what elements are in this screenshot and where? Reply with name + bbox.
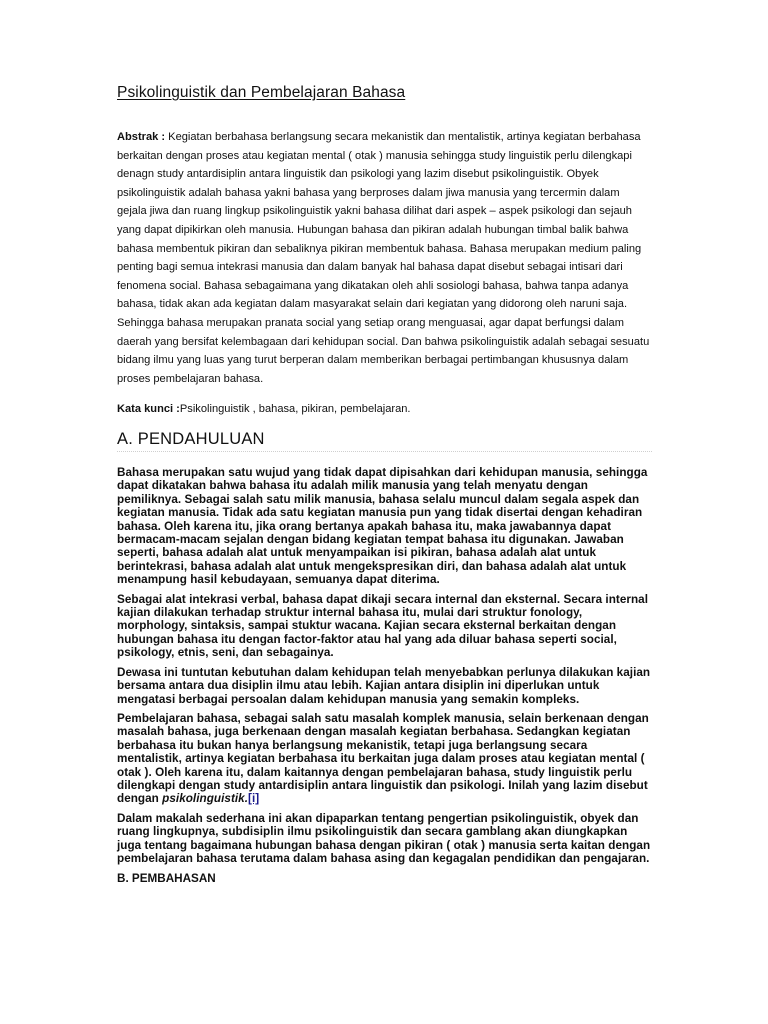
paragraph-4-text: Pembelajaran bahasa, sebagai salah satu masalah komplek manusia, selain berkenaan dengan masalah bahasa, juga berkenaan dengan masalah kegiatan berbahasa. Sedangkan kegiatan berbahasa itu bukan hanya berlangsung mekanistik, tetapi juga berlangsung secara mentalistik, artinya kegiatan berbahasa itu berkaitan juga dalam proses atau kegiatan mental ( otak ). Oleh karena itu, dalam kaitannya dengan pembelajaran bahasa, study linguistik perlu dilengkapi dengan study antardisiplin antara linguistik dan psikologi. Inilah yang lazim disebut dengan (117, 711, 649, 806)
section-heading-pendahuluan: A. PENDAHULUAN (117, 430, 652, 452)
document-content (117, 84, 652, 885)
keywords-label: Kata kunci : (117, 403, 180, 416)
abstract-label: Abstrak : (117, 131, 166, 143)
paragraph-1: Bahasa merupakan satu wujud yang tidak dapat dipisahkan dari kehidupan manusia, sehingga dapat dikatakan bahwa bahasa itu adalah milik manusia yang telah menyatu dengan pemiliknya. Sebagai salah satu milik manusia, bahasa selalu muncul dalam segala aspek dan kegiatan manusia. Tidak ada satu kegiatan manusia pun yang tidak disertai dengan kehadiran bahasa. Oleh karena itu, jika orang bertanya apakah bahasa itu, maka jawabannya dapat bermacam-macam sejalan dengan bidang kegiatan tempat bahasa itu digunakan. Jawaban seperti, bahasa adalah alat untuk menyampaikan isi pikiran, bahasa adalah alat untuk berintekrasi, bahasa adalah alat untuk mengekspresikan diri, dan bahasa adalah alat untuk menampung hasil kebudayaan, semuanya dapat diterima. (117, 466, 648, 587)
psikolinguistik-term: psikolinguistik. (162, 792, 249, 806)
footnote-link[interactable]: [i] (248, 792, 260, 806)
paragraph-5: Dalam makalah sederhana ini akan dipaparkan tentang pengertian psikolinguistik, obyek dan ruang lingkupnya, subdisiplin ilmu psikolinguistik dan secara gamblang akan diungkapkan juga tentang bagaimana hubungan bahasa dengan pikiran ( otak ) manusia serta kaitan dengan pembelajaran bahasa terutama dalam bahasa asing dan kegagalan pendidikan dan pengajaran. (117, 811, 651, 865)
abstract-text: Kegiatan berbahasa berlangsung secara mekanistik dan mentalistik, artinya kegiatan berbahasa berkaitan dengan proses atau kegiatan mental ( otak ) manusia sehingga study linguistik perlu dilengkapi denagn study antardisiplin antara linguistik dan psikologi yang lazim disebut psikolinguistik. Obyek psikolinguistik adalah bahasa yakni bahasa yang berproses dalam jiwa manusia yang tercermin dalam gejala jiwa dan ruang lingkup psikolinguistik yakni bahasa dilihat dari aspek – aspek psikologi dan sejauh yang dapat dipikirkan oleh manusia. Hubungan bahasa dan pikiran adalah hubungan timbal balik bahwa bahasa membentuk pikiran dan sebaliknya pikiran membentuk bahasa. Bahasa merupakan medium paling penting bagi semua intekrasi manusia dan dalam banyak hal bahasa dapat disebut sebagai intisari dari fenomena social. Bahasa sebagaimana yang dikatakan oleh ahli sosiologi bahasa, bahwa tanpa adanya bahasa, tidak akan ada kegiatan dalam masyarakat selain dari kegiatan yang didorong oleh naruni saja. Sehingga bahasa merupakan pranata social yang setiap orang menguasai, agar dapat berfungsi dalam daerah yang bersifat kelembagaan dari kehidupan social. Dan bahwa psikolinguistik adalah sebagai sesuatu bidang ilmu yang luas yang turut berperan dalam memberikan berbagai pertimbangan khususnya dalam proses pembelajaran bahasa. (117, 131, 650, 385)
paragraph-4 (117, 712, 652, 806)
section-heading-pembahasan: B. PEMBAHASAN (117, 872, 216, 886)
keywords (117, 400, 652, 418)
paragraph-2: Sebagai alat intekrasi verbal, bahasa dapat dikaji secara internal dan eksternal. Secara internal kajian dilakukan terhadap struktur internal bahasa itu, mulai dari struktur fonology, morphology, sintaksis, sampai stuktur wacana. Kajian secara eksternal berkaitan dengan hubungan bahasa itu dengan factor-faktor atau hal yang ada diluar bahasa seperti social, psikology, etnis, seni, dan sebagainya. (117, 592, 649, 660)
paragraph-3: Dewasa ini tuntutan kebutuhan dalam kehidupan telah menyebabkan perlunya dilakukan kajian bersama antara dua disiplin ilmu atau lebih. Kajian antara disiplin ini diperlukan untuk mengatasi berbagai persoalan dalam kehidupan manusia yang semakin kompleks. (117, 665, 651, 706)
abstract (117, 128, 652, 388)
document-title: Psikolinguistik dan Pembelajaran Bahasa (117, 84, 406, 101)
keywords-text: Psikolinguistik , bahasa, pikiran, pembelajaran. (179, 403, 411, 416)
